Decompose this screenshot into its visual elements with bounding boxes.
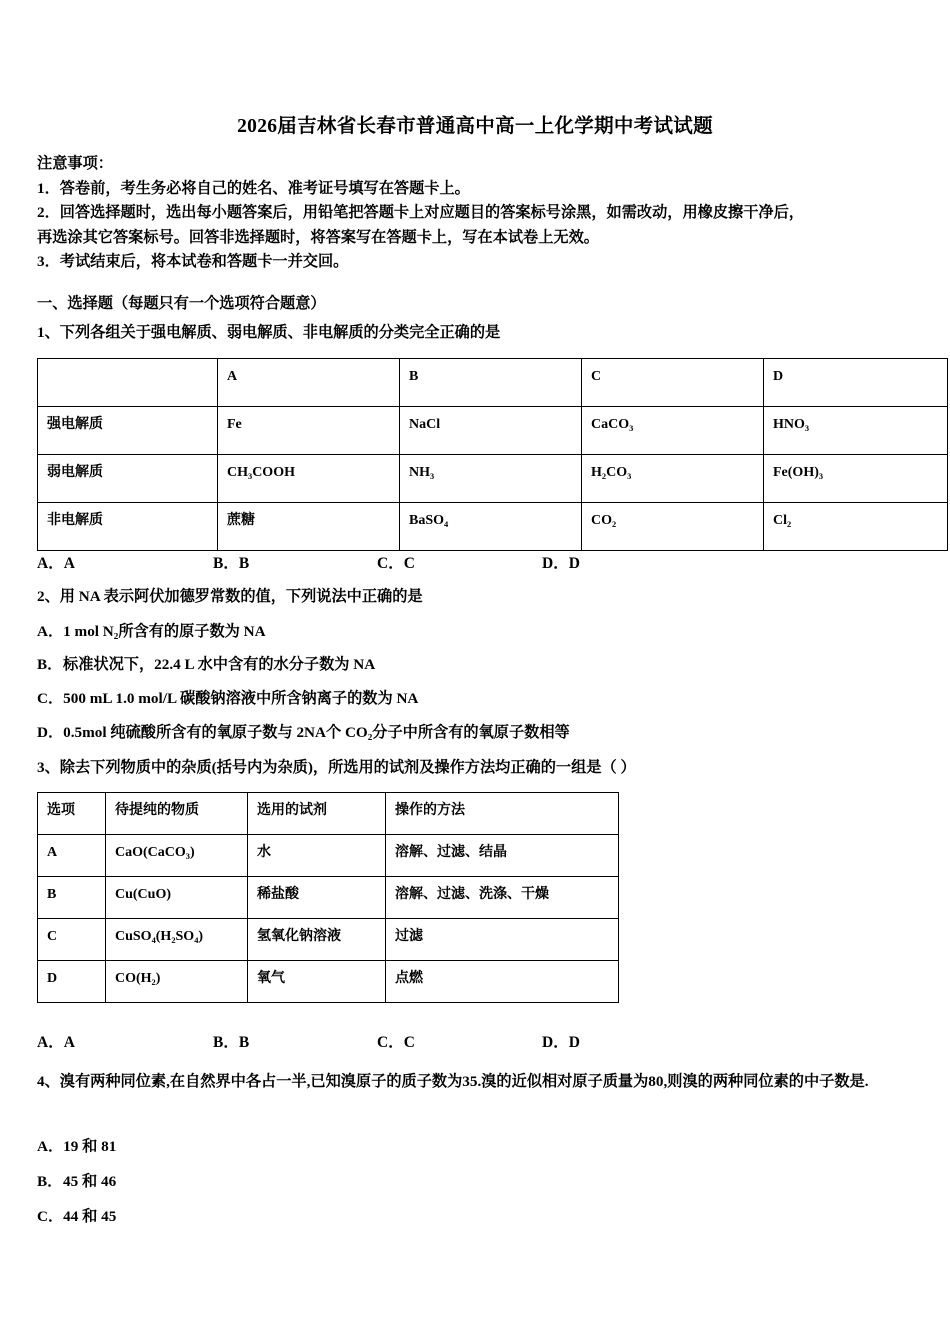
table1-header-b: B: [400, 359, 582, 407]
table2-row3-method: 过滤: [386, 919, 619, 961]
table-row: [38, 961, 619, 1003]
table2-row3-option: C: [38, 919, 106, 961]
table-row: [38, 835, 619, 877]
table1-row3-a: 蔗糖: [218, 503, 400, 551]
table2-row1-substance: CaO(CaCO₃): [106, 835, 248, 877]
question-2-option-c-text: 500 mL 1.0 mol/L 碳酸钠溶液中所含钠离子的数为 NA: [63, 690, 419, 707]
question-2-option-b-label: B．: [37, 656, 63, 673]
notice-item-1: 1．答卷前，考生务必将自己的姓名、准考证号填写在答题卡上。: [37, 179, 470, 197]
page-title: 2026届吉林省长春市普通高中高一上化学期中考试试题: [237, 116, 713, 137]
question-2-stem: 2、用 NA 表示阿伏加德罗常数的值，下列说法中正确的是: [37, 588, 423, 605]
table1-row3-b: BaSO₄: [400, 503, 582, 551]
question-1-table: [37, 358, 948, 551]
table1-row2-label: 弱电解质: [38, 455, 218, 503]
table-row: [38, 919, 619, 961]
table2-row3-substance: CuSO₄(H₂SO₄): [106, 919, 248, 961]
question-3-option-b[interactable]: B．B: [213, 1034, 250, 1051]
question-4-option-b[interactable]: [37, 1170, 116, 1191]
table1-row3-d: Cl₂: [764, 503, 948, 551]
notice-item-2-cont: 再选涂其它答案标号。回答非选择题时，将答案写在答题卡上，写在本试卷上无效。: [37, 228, 599, 246]
table1-header-d: D: [764, 359, 948, 407]
table2-row2-reagent: 稀盐酸: [248, 877, 386, 919]
table1-row2-d: Fe(OH)₃: [764, 455, 948, 503]
table2-row1-method: 溶解、过滤、结晶: [386, 835, 619, 877]
question-2-option-c-label: C．: [37, 690, 64, 707]
question-4-option-a[interactable]: [37, 1135, 116, 1156]
table2-row4-option: D: [38, 961, 106, 1003]
table-row: [38, 877, 619, 919]
question-2-option-a-text: 1 mol N₂所含有的原子数为 NA: [63, 623, 266, 640]
question-3-stem: 3、除去下列物质中的杂质(括号内为杂质)，所选用的试剂及操作方法均正确的一组是（ ）: [37, 759, 636, 776]
question-4-option-a-text: 19 和 81: [63, 1138, 117, 1155]
question-4-stem: 4、溴有两种同位素,在自然界中各占一半,已知溴原子的质子数为35.溴的近似相对原子质量为80,则溴的两种同位素的中子数是.: [37, 1073, 869, 1090]
question-4-option-b-label: B．: [37, 1173, 63, 1190]
table1-row1-c: CaCO₃: [582, 407, 764, 455]
table1-row3-c: CO₂: [582, 503, 764, 551]
table1-header-a: A: [218, 359, 400, 407]
question-2-option-d[interactable]: [37, 721, 570, 742]
question-1-option-b[interactable]: B．B: [213, 555, 250, 572]
table-row: [38, 407, 948, 455]
table2-header-method: 操作的方法: [386, 793, 619, 835]
notice-block: [37, 152, 917, 275]
table2-row2-substance: Cu(CuO): [106, 877, 248, 919]
notice-item-3: 3．考试结束后，将本试卷和答题卡一并交回。: [37, 253, 349, 270]
notice-item-2: 2．回答选择题时，选出每小题答案后，用铅笔把答题卡上对应题目的答案标号涂黑，如需改动，用橡皮擦干净后，: [37, 204, 804, 221]
table-row: [38, 503, 948, 551]
question-2-option-b[interactable]: [37, 653, 375, 674]
table1-row1-label: 强电解质: [38, 407, 218, 455]
table1-header-blank: [38, 359, 218, 407]
section-heading: 一、选择题（每题只有一个选项符合题意）: [37, 295, 326, 312]
question-3-table: [37, 792, 619, 1003]
question-2-option-d-label: D．: [37, 724, 64, 741]
question-3-option-c[interactable]: C．C: [377, 1034, 415, 1051]
table1-header-c: C: [582, 359, 764, 407]
question-1-stem: 1、下列各组关于强电解质、弱电解质、非电解质的分类完全正确的是: [37, 324, 501, 341]
question-2-option-a[interactable]: [37, 620, 266, 641]
table2-row4-reagent: 氧气: [248, 961, 386, 1003]
question-1-option-c[interactable]: C．C: [377, 555, 415, 572]
table2-header-option: 选项: [38, 793, 106, 835]
table1-row1-d: HNO₃: [764, 407, 948, 455]
question-2-option-a-label: A．: [37, 623, 64, 640]
question-1-option-d[interactable]: D．D: [542, 555, 580, 572]
question-2-option-c[interactable]: [37, 687, 418, 708]
question-4-option-c[interactable]: [37, 1205, 116, 1226]
table-row: [38, 793, 619, 835]
table2-header-reagent: 选用的试剂: [248, 793, 386, 835]
table1-row2-b: NH₃: [400, 455, 582, 503]
question-2-option-d-text: 0.5mol 纯硫酸所含有的氧原子数与 2NA个 CO₂分子中所含有的氧原子数相等: [63, 724, 570, 741]
table1-row1-b: NaCl: [400, 407, 582, 455]
question-3-option-d[interactable]: D．D: [542, 1034, 580, 1051]
table1-row3-label: 非电解质: [38, 503, 218, 551]
table1-row2-c: H₂CO₃: [582, 455, 764, 503]
table1-row2-a: CH₃COOH: [218, 455, 400, 503]
table-row: [38, 455, 948, 503]
question-4-option-a-label: A．: [37, 1138, 64, 1155]
question-2-option-b-text: 标准状况下，22.4 L 水中含有的水分子数为 NA: [63, 656, 376, 673]
table2-header-substance: 待提纯的物质: [106, 793, 248, 835]
table2-row1-option: A: [38, 835, 106, 877]
table1-row1-a: Fe: [218, 407, 400, 455]
table2-row4-substance: CO(H₂): [106, 961, 248, 1003]
table2-row3-reagent: 氢氧化钠溶液: [248, 919, 386, 961]
table2-row2-method: 溶解、过滤、洗涤、干燥: [386, 877, 619, 919]
question-4-option-c-label: C．: [37, 1208, 64, 1225]
question-4-option-c-text: 44 和 45: [63, 1208, 117, 1225]
question-3-option-a[interactable]: A．A: [37, 1034, 75, 1051]
table-row: [38, 359, 948, 407]
question-1-option-a[interactable]: A．A: [37, 555, 75, 572]
table2-row2-option: B: [38, 877, 106, 919]
table2-row1-reagent: 水: [248, 835, 386, 877]
table2-row4-method: 点燃: [386, 961, 619, 1003]
notice-heading: 注意事项：: [37, 155, 113, 172]
question-4-option-b-text: 45 和 46: [63, 1173, 117, 1190]
